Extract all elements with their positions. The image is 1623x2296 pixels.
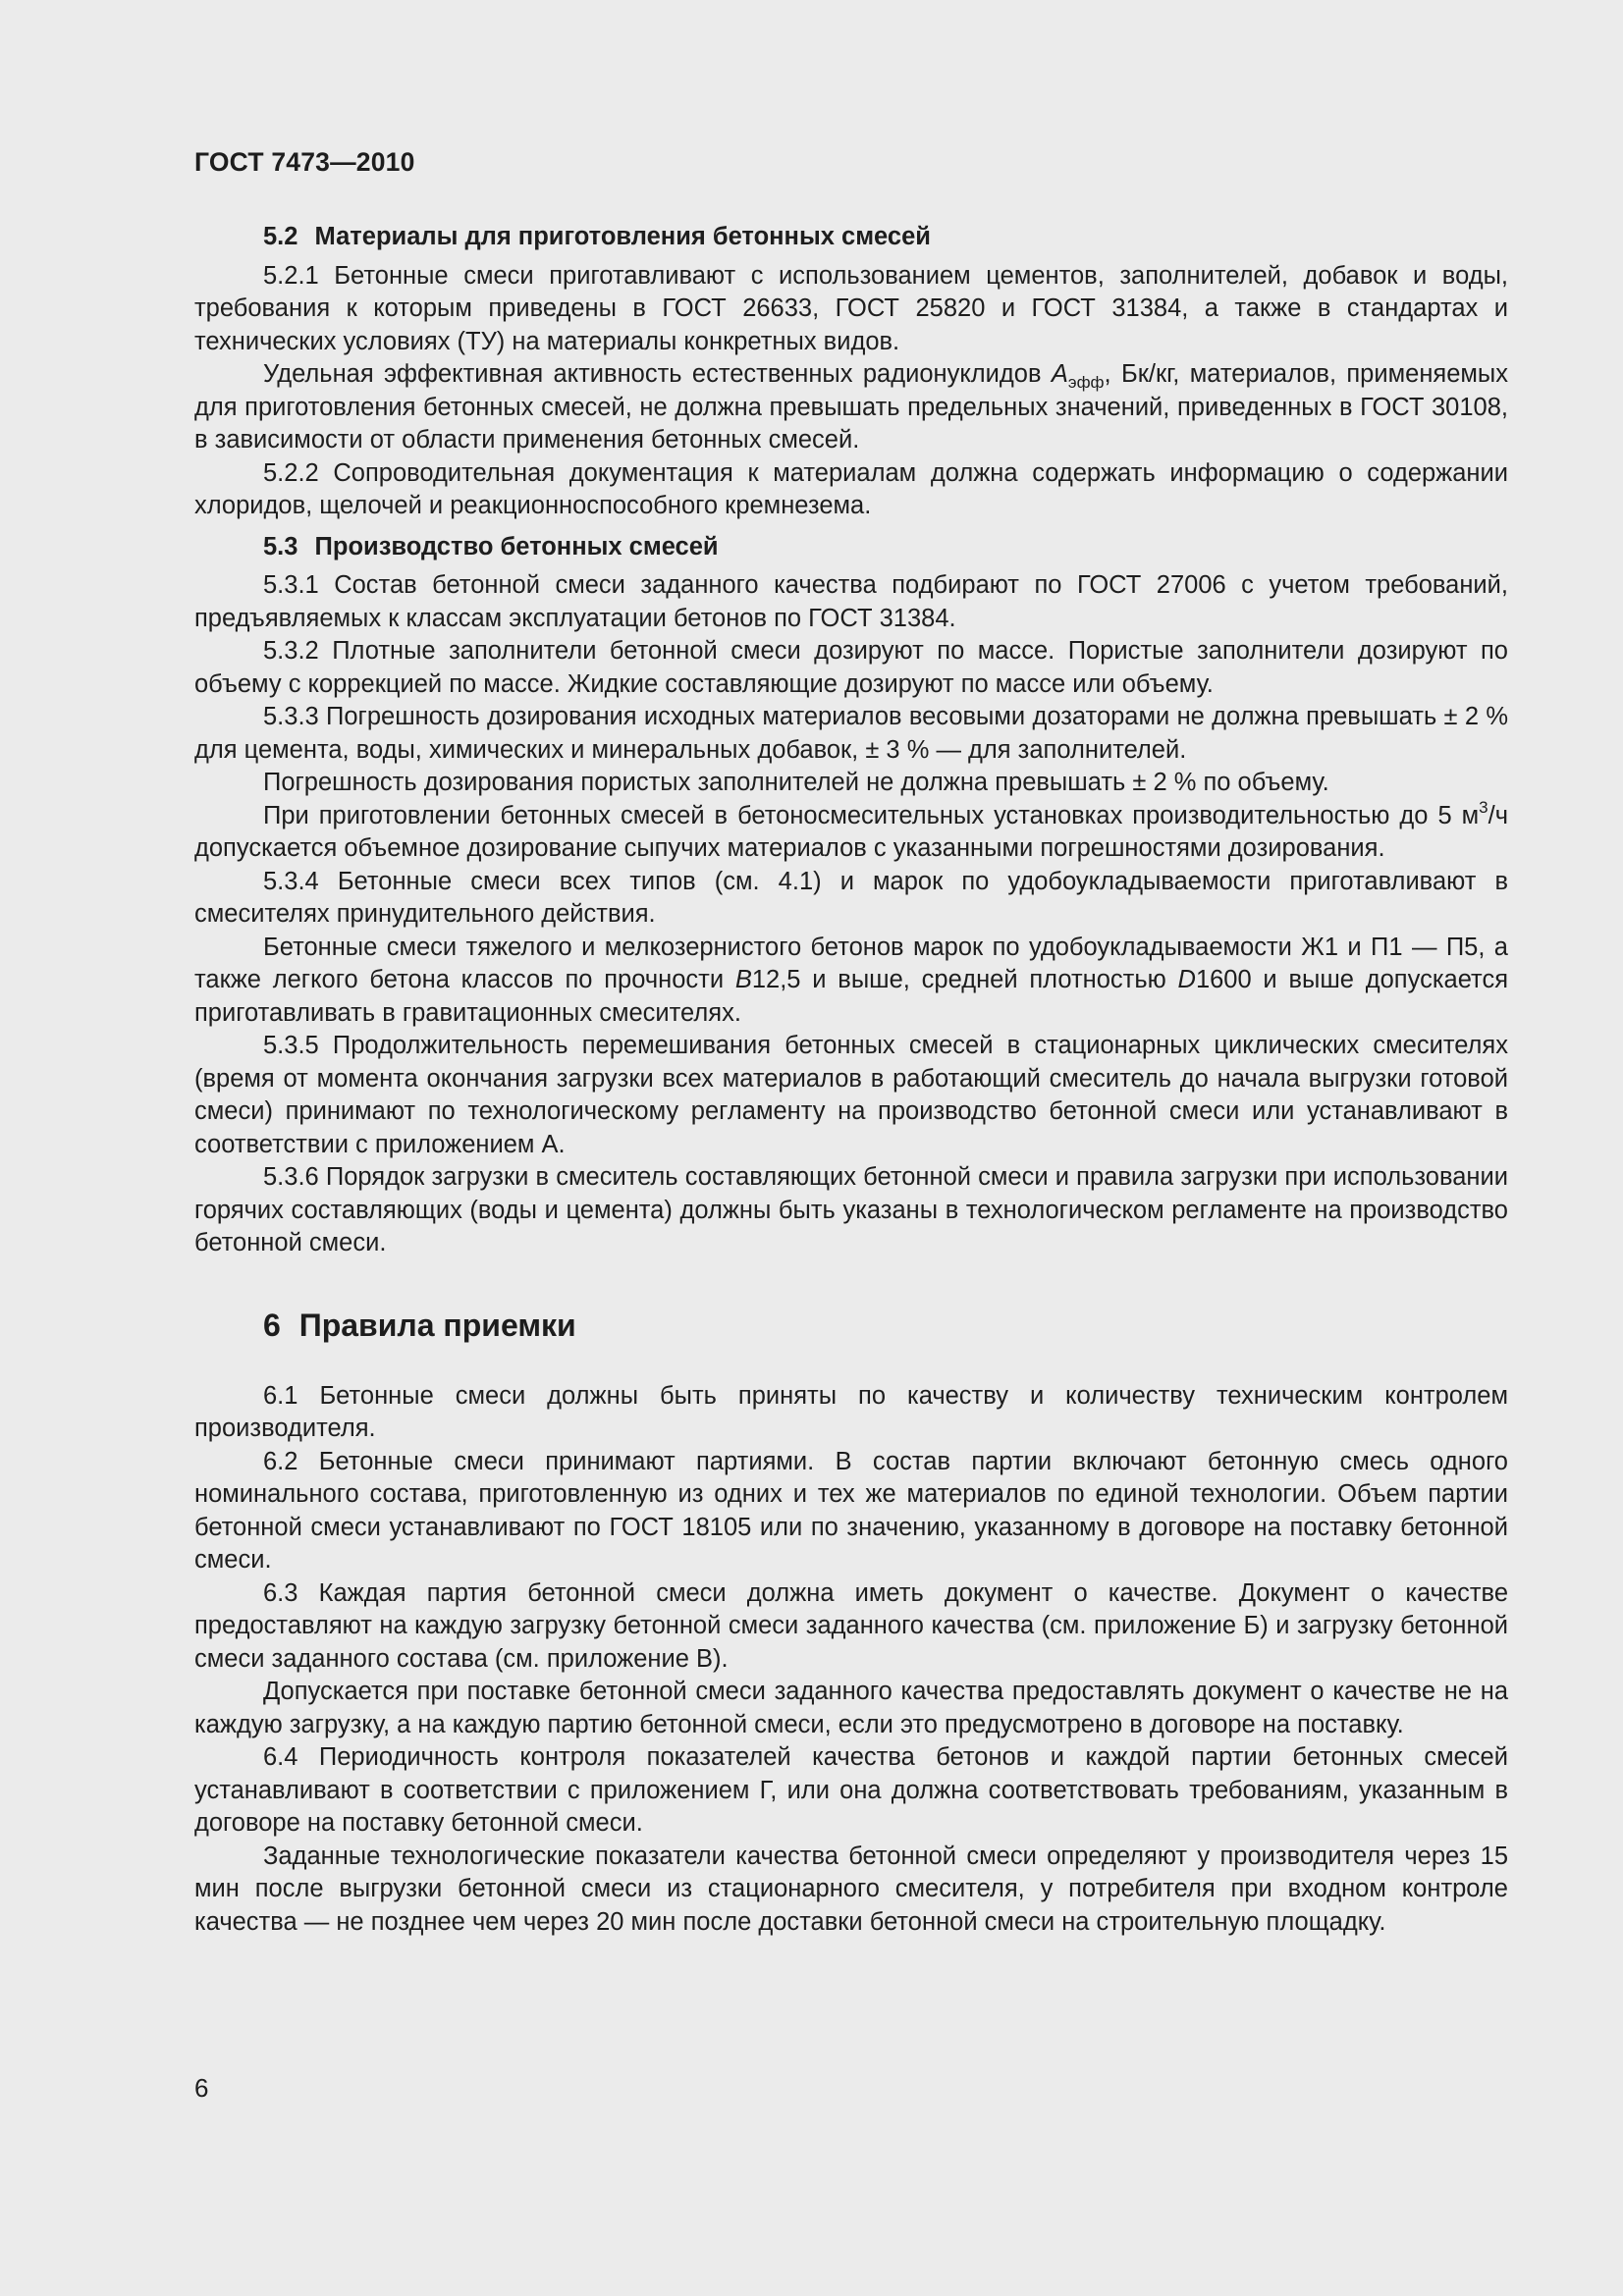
paragraph-5-3-3 bbox=[194, 701, 1508, 767]
symbol-b: B bbox=[734, 966, 752, 993]
paragraph-text: Каждая партия бетонной смеси должна иметь документ о качестве. Документ о качестве предоставляют на каждую загрузку бетонной смеси заданного качества (см. приложение Б) и загрузку бетонной смеси заданного состава (см. приложение В). bbox=[194, 1578, 1508, 1673]
paragraph-gravity-mixers bbox=[194, 932, 1508, 1031]
section-5-2-heading bbox=[194, 221, 1508, 254]
paragraph-5-2-1 bbox=[194, 260, 1508, 359]
paragraph-text: Бетонные смеси приготавливают с использованием цементов, заполнителей, добавок и воды, требования к которым приведены в ГОСТ 26633, ГОСТ 25820 и ГОСТ 31384, а также в стандартах и технических условиях (ТУ) на материалы конкретных видов. bbox=[194, 261, 1508, 355]
paragraph-text: Допускается при поставке бетонной смеси заданного качества предоставлять документ о качестве не на каждую загрузку, а на каждую партию бетонной смеси, если это предусмотрено в договоре на поставку. bbox=[194, 1678, 1508, 1738]
paragraph-text: Погрешность дозирования исходных материалов весовыми дозаторами не должна превышать ± 2 % для цемента, воды, химических и минеральных добавок, ± 3 % — для заполнителей. bbox=[194, 703, 1508, 764]
paragraph-5-2-2 bbox=[194, 457, 1508, 523]
paragraph-6-4 bbox=[194, 1741, 1508, 1841]
paragraph-6-3 bbox=[194, 1577, 1508, 1677]
paragraph-text: Периодичность контроля показателей качества бетонов и каждой партии бетонных смесей устанавливают в соответствии с приложением Г, или она должна соответствовать требованиям, указанным в договоре на поставку бетонной смеси. bbox=[194, 1743, 1508, 1837]
symbol-d: D bbox=[1177, 966, 1196, 993]
paragraph-5-3-2 bbox=[194, 635, 1508, 701]
paragraph-text: Бетонные смеси должны быть приняты по качеству и количеству техническим контролем производителя. bbox=[194, 1381, 1508, 1442]
section-title: Производство бетонных смесей bbox=[314, 532, 719, 561]
clause-number: 5.2.1 bbox=[263, 261, 319, 290]
clause-number: 5.3.1 bbox=[263, 571, 319, 599]
paragraph-text: Бетонные смеси принимают партиями. В состав партии включают бетонную смесь одного номинального состава, приготовленную из одних и тех же материалов по единой технологии. Объем партии бетонной смеси устанавливают по ГОСТ 18105 или по значению, указанному в договоре на поставку бетонной смеси. bbox=[194, 1447, 1508, 1574]
clause-number: 6.1 bbox=[263, 1381, 298, 1410]
paragraph-text: , Бк/кг, материалов, применяемых для приготовления бетонных смесей, не должна превышать предельных значений, приведенных в ГОСТ 30108, в зависимости от области применения бетонных смесей. bbox=[194, 360, 1509, 454]
clause-number: 5.3.5 bbox=[263, 1032, 319, 1059]
paragraph-text: Продолжительность перемешивания бетонных смесей в стационарных циклических смесителях (время от момента окончания загрузки всех материалов в работающий смеситель до начала выгрузки готовой смеси) принимают по технологическому регламенту на производство бетонной смеси или устанавливают в соответствии с приложением А. bbox=[194, 1032, 1508, 1158]
paragraph-text: Бетонные смеси всех типов (см. 4.1) и марок по удобоукладываемости приготавливают в смесителях принудительного действия. bbox=[194, 867, 1508, 928]
section-title: Правила приемки bbox=[298, 1307, 576, 1343]
section-6-heading bbox=[194, 1306, 1508, 1345]
document-header: ГОСТ 7473—2010 bbox=[194, 147, 415, 177]
clause-number: 5.3.3 bbox=[263, 703, 319, 730]
paragraph-text: /ч допускается объемное дозирование сыпучих материалов с указанными погрешностями дозирования. bbox=[194, 801, 1508, 862]
symbol-a: A bbox=[1051, 360, 1068, 388]
clause-number: 6.2 bbox=[263, 1447, 298, 1475]
paragraph-5-3-5 bbox=[194, 1030, 1508, 1161]
paragraph-technological-indicators bbox=[194, 1841, 1508, 1940]
clause-number: 5.2.2 bbox=[263, 458, 319, 487]
paragraph-text: Удельная эффективная активность естественных радионуклидов bbox=[263, 360, 1052, 388]
section-number: 6 bbox=[263, 1307, 281, 1343]
page-number: 6 bbox=[194, 2073, 209, 2103]
paragraph-text: Погрешность дозирования пористых заполнителей не должна превышать ± 2 % по объему. bbox=[263, 769, 1329, 796]
paragraph-quality-document bbox=[194, 1676, 1508, 1741]
paragraph-text: Заданные технологические показатели качества бетонной смеси определяют у производителя через 15 мин после выгрузки бетонной смеси из стационарного смесителя, у потребителя при входном контроле качества — не позднее чем через 20 мин после доставки бетонной смеси на строительную площадку. bbox=[194, 1842, 1508, 1936]
paragraph-porous-tolerance bbox=[194, 767, 1508, 800]
paragraph-text: Состав бетонной смеси заданного качества подбирают по ГОСТ 27006 с учетом требований, предъявляемых к классам эксплуатации бетонов по ГОСТ 31384. bbox=[194, 571, 1508, 632]
subscript-eff: эфф bbox=[1067, 373, 1105, 392]
paragraph-5-3-4 bbox=[194, 866, 1508, 932]
paragraph-volume-dosing bbox=[194, 797, 1508, 866]
paragraph-radionuclides bbox=[194, 358, 1508, 457]
section-number: 5.3 bbox=[263, 532, 298, 561]
paragraph-5-3-6 bbox=[194, 1161, 1508, 1260]
paragraph-6-1 bbox=[194, 1380, 1508, 1446]
section-title: Материалы для приготовления бетонных смесей bbox=[314, 223, 931, 250]
paragraph-text: Бетонные смеси тяжелого и мелкозернистого бетонов марок по удобоукладываемости Ж1 и П1 — П5, а также легкого бетона классов по прочности bbox=[194, 933, 1508, 993]
section-number: 5.2 bbox=[263, 223, 298, 250]
paragraph-text: Сопроводительная документация к материалам должна содержать информацию о содержании хлоридов, щелочей и реакционноспособного кремнезема. bbox=[194, 458, 1508, 519]
paragraph-text: Плотные заполнители бетонной смеси дозируют по массе. Пористые заполнители дозируют по объему с коррекцией по массе. Жидкие составляющие дозируют по массе или объему. bbox=[194, 637, 1508, 698]
clause-number: 6.4 bbox=[263, 1743, 298, 1771]
paragraph-text: Порядок загрузки в смеситель составляющих бетонной смеси и правила загрузки при использовании горячих составляющих (воды и цемента) должны быть указаны в технологическом регламенте на производство бетонной смеси. bbox=[194, 1163, 1508, 1256]
paragraph-text: 12,5 и выше, средней плотностью bbox=[751, 966, 1178, 993]
paragraph-6-2 bbox=[194, 1446, 1508, 1577]
clause-number: 5.3.4 bbox=[263, 867, 319, 895]
superscript-3: 3 bbox=[1479, 797, 1488, 817]
paragraph-text: 1600 и выше допускается приготавливать в гравитационных смесителях. bbox=[194, 966, 1509, 1027]
section-5-3-heading bbox=[194, 531, 1508, 564]
paragraph-text: При приготовлении бетонных смесей в бетоносмесительных установках производительностью до 5 м bbox=[263, 801, 1480, 829]
document-body bbox=[194, 221, 1508, 1939]
clause-number: 6.3 bbox=[263, 1578, 298, 1607]
clause-number: 5.3.6 bbox=[263, 1163, 319, 1191]
clause-number: 5.3.2 bbox=[263, 637, 319, 665]
paragraph-5-3-1 bbox=[194, 569, 1508, 635]
